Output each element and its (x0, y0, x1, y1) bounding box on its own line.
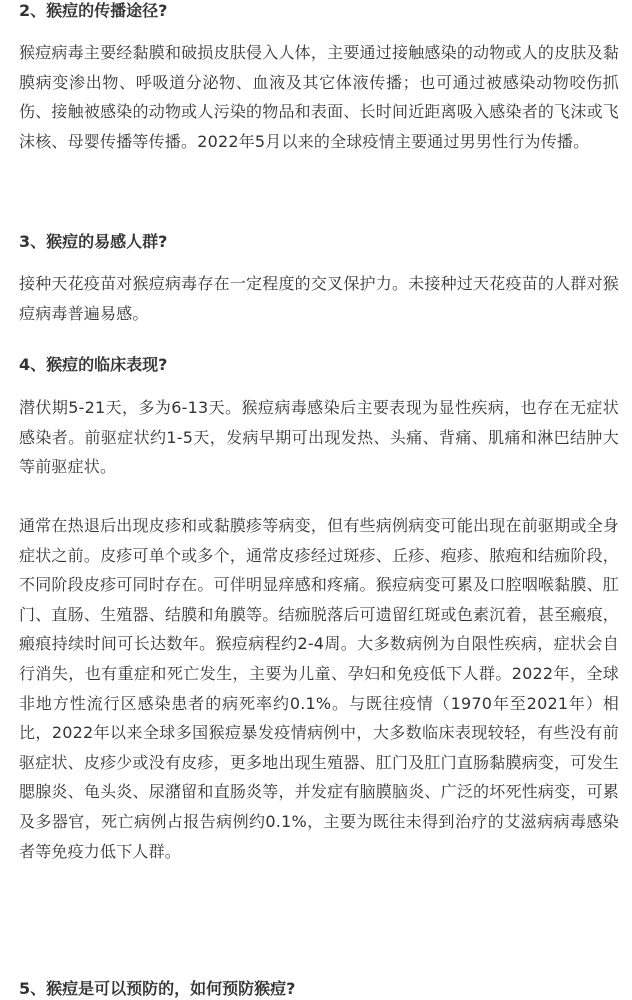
paragraph-clinical-incubation: 潜伏期5-21天，多为6-13天。猴痘病毒感染后主要表现为显性疾病，也存在无症状感染者。前驱症状约1-5天，发病早期可出现发热、头痛、背痛、肌痛和淋巴结肿大等前驱症状。 (19, 398, 619, 477)
paragraph-susceptible: 接种天花疫苗对猴痘病毒存在一定程度的交叉保护力。未接种过天花疫苗的人群对猴痘病毒普遍易感。 (19, 274, 619, 323)
section-heading-clinical: 4、猴痘的临床表现? (19, 355, 168, 374)
paragraph-clinical-rash: 通常在热退后出现皮疹和或黏膜疹等病变，但有些病例病变可能出现在前驱期或全身症状之前。皮疹可单个或多个，通常皮疹经过斑疹、丘疹、疱疹、脓疱和结痂阶段，不同阶段皮疹可同时存在。可伴明显痒感和疼痛。猴痘病变可累及口腔咽喉黏膜、肛门、直肠、生殖器、结膜和角膜等。结痂脱落后可遗留红斑或色素沉着，甚至瘢痕，瘢痕持续时间可长达数年。猴痘病程约2-4周。大多数病例为自限性疾病，症状会自行消失，也有重症和死亡发生，主要为儿童、孕妇和免疫低下人群。2022年，全球非地方性流行区感染患者的病死率约0.1%。与既往疫情（1970年至2021年）相比，2022年以来全球多国猴痘暴发疫情病例中，大多数临床表现较轻，有些没有前驱症状、皮疹少或没有皮疹，更多地出现生殖器、肛门及肛门直肠黏膜病变，可发生腮腺炎、龟头炎、尿潴留和直肠炎等，并发症有脑膜脑炎、广泛的坏死性病变，可累及多器官，死亡病例占报告病例约0.1%，主要为既往未得到治疗的艾滋病病毒感染者等免疫力低下人群。 (19, 516, 619, 861)
section-heading-prevention: 5、猴痘是可以预防的，如何预防猴痘? (19, 979, 296, 998)
section-heading-susceptible: 3、猴痘的易感人群? (19, 232, 168, 251)
section-heading-transmission: 2、猴痘的传播途径? (19, 1, 168, 20)
paragraph-transmission: 猴痘病毒主要经黏膜和破损皮肤侵入人体，主要通过接触感染的动物或人的皮肤及黏膜病变渗出物、呼吸道分泌物、血液及其它体液传播；也可通过被感染动物咬伤抓伤、接触被感染的动物或人污染的物品和表面、长时间近距离吸入感染者的飞沫或飞沫核、母婴传播等传播。2022年5月以来的全球疫情主要通过男男性行为传播。 (19, 43, 619, 151)
